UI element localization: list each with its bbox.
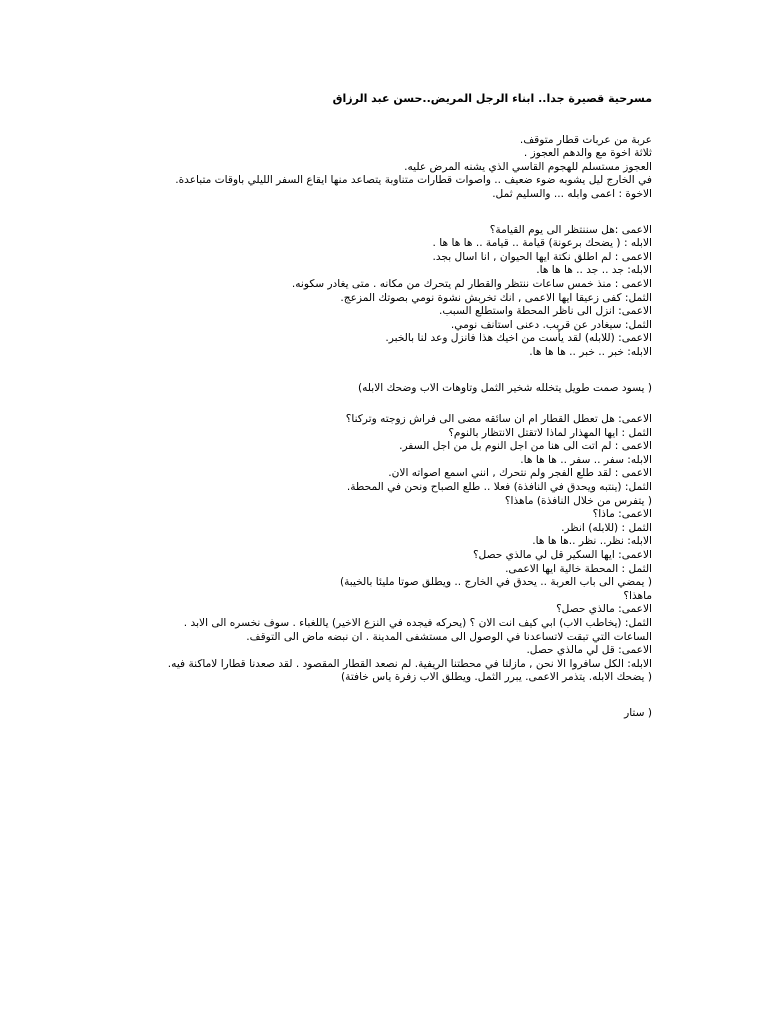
script-line: الابله: خبر .. خبر .. ها ها ها. xyxy=(529,345,652,358)
script-line: الثمل: سيغادر عن قريب. دعنى استانف نومي. xyxy=(450,318,652,331)
script-line: عربة من عربات قطار متوقف. xyxy=(519,133,652,146)
script-line: ماهذا؟ xyxy=(623,589,652,602)
script-line: الاعمى : لم اطلق نكتة ايها الحيوان , انا اسال بجد. xyxy=(432,250,652,263)
script-line: الاعمى: ماذا؟ xyxy=(592,508,652,521)
script-line: الابله: الكل سافروا الا نحن , مازلنا في محطتنا الريفية. لم نصعد القطار المقصود . لقد صعدنا قطارا لاماكنة فيه. xyxy=(167,657,652,670)
script-line: الابله: سفر .. سفر .. ها ها ها. xyxy=(520,453,652,466)
script-line: في الخارج ليل يشوبه ضوء ضعيف .. واصوات قطارات متناوبة يتصاعد منها ايقاع السفر الليلي باوقات متباعدة. xyxy=(175,174,652,187)
script-line: الابله : ( يضحك برعونة) قيامة .. قيامة .. ها ها ها . xyxy=(432,237,652,250)
script-line: الاعمى: هل تعطل القطار ام ان سائقه مضى الى فراش زوجته وتركنا؟ xyxy=(345,413,652,426)
script-line: الابله: نظر.. نظر ..ها ها ها. xyxy=(532,535,652,548)
script-paragraph xyxy=(92,134,652,202)
script-line: الابله: جد .. جد .. ها ها ها. xyxy=(536,264,652,277)
script-line: ( يسود صمت طويل يتخلله شخير الثمل وتاوهات الاب وضحك الابله) xyxy=(357,381,652,394)
script-line: الاعمى : لم اتت الى هنا من اجل النوم بل من اجل السفر. xyxy=(399,440,652,453)
script-paragraph xyxy=(92,413,652,685)
script-line: العجوز مستسلم للهجوم القاسي الذي يشنه المرض عليه. xyxy=(404,160,652,173)
script-line: الثمل : المحطة خالية ايها الاعمى. xyxy=(505,562,652,575)
script-line: ( يضحك الابله. يتذمر الاعمى. يبرر الثمل. ويطلق الاب زفرة ياس خافتة) xyxy=(341,671,652,684)
script-line: الساعات التي تبقت لاتساعدنا في الوصول الى مستشفى المدينة . ان نبضه ماض الى التوقف. xyxy=(246,630,652,643)
script-paragraph xyxy=(92,382,652,396)
script-body xyxy=(92,134,652,721)
script-line: الاعمى :هل سننتظر الى يوم القيامة؟ xyxy=(489,223,652,236)
script-line: ثلاثة اخوة مع والدهم العجوز . xyxy=(523,147,652,160)
script-paragraph xyxy=(92,224,652,360)
script-line: الاخوة : اعمى وابله ... والسليم ثمل. xyxy=(492,187,652,200)
script-line: الاعمى : منذ خمس ساعات ننتظر والقطار لم يتحرك من مكانه . متى يغادر سكونه. xyxy=(291,277,652,290)
script-line: الثمل : ايها المهذار لماذا لاتقتل الانتظار بالنوم؟ xyxy=(448,426,652,439)
script-line: الاعمى : لقد طلع الفجر ولم نتحرك , انني اسمع اصواته الان. xyxy=(388,467,652,480)
script-line: الثمل: (يخاطب الاب) ابي كيف انت الان ؟ (يحركه فيجده في النزع الاخير) ياللغباء . سوف نخسره الى الابد . xyxy=(183,617,652,629)
page-title: مسرحية قصيرة جدا.. ابناء الرجل المريض..حسن عبد الرزاق xyxy=(332,92,652,105)
script-line: الاعمى: (للابله) لقد يأست من اخيك هذا فانزل وعد لنا بالخبر. xyxy=(385,332,652,345)
script-line: الاعمى: انزل الى ناظر المحطة واستطلع السبب. xyxy=(439,305,652,318)
script-line: الثمل : (للابله) انظر. xyxy=(561,521,652,534)
script-line: ( يمضي الى باب العربة .. يحدق في الخارج .. ويطلق صوتا مليئا بالخيبة) xyxy=(339,576,652,589)
script-line: الثمل: كفى زعيقا ايها الاعمى , انك تخربش نشوة نومي بصوتك المزعج. xyxy=(340,291,652,304)
script-line: الاعمى: قل لي مالذي حصل. xyxy=(526,644,652,657)
script-line: ( ستار xyxy=(624,706,652,719)
script-paragraph xyxy=(92,707,652,721)
script-line: الثمل: (ينتبه ويحدق في النافذة) فعلا .. طلع الصباح ونحن في المحطة. xyxy=(346,481,652,494)
script-line: الاعمى: ايها السكير قل لي مالذي حصل؟ xyxy=(472,549,652,562)
script-text xyxy=(92,92,652,743)
script-line: ( يتفرس من خلال النافذة) ماهذا؟ xyxy=(504,494,652,507)
script-line: الاعمى: مالذي حصل؟ xyxy=(556,603,652,616)
